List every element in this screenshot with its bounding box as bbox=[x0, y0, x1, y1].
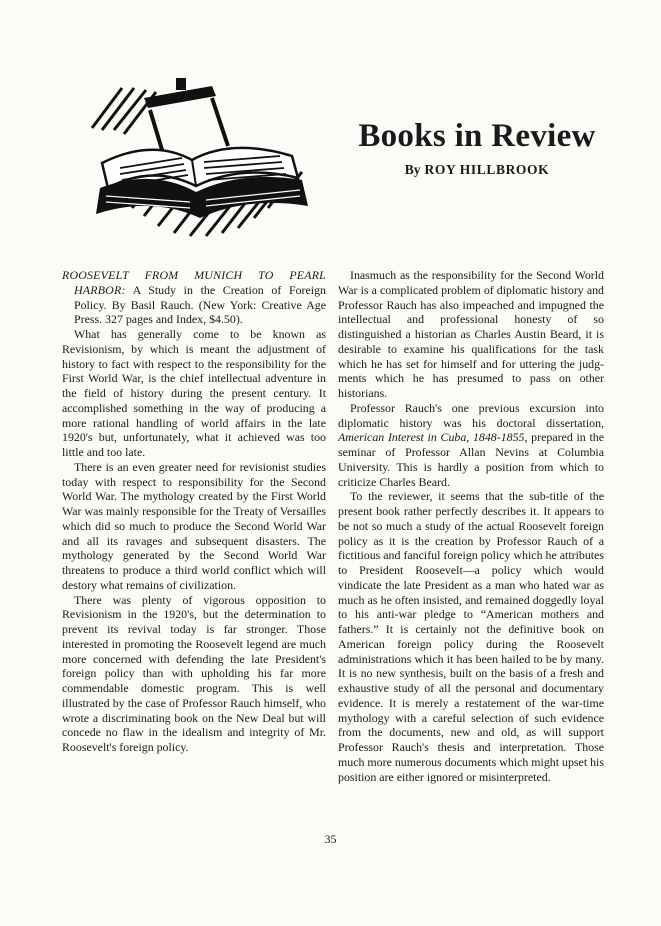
paragraph-text: Professor Rauch's one previous excursion into diplomatic history was his doctoral dissertation, bbox=[338, 400, 604, 430]
book-title: ROOSEVELT FROM MUNICH TO PEARL HARBOR: bbox=[62, 268, 326, 297]
book-details: A Study in the Creation of Foreign Policy. By Basil Rauch. (New York: Creative Age Press. 327 pages and Index, $4.50). bbox=[74, 282, 326, 327]
left-column bbox=[62, 268, 326, 755]
paragraph bbox=[338, 401, 604, 490]
paragraph: Inasmuch as the responsibility for the Second World War is a complicated problem of diplomatic history and Professor Rauch has also impeached and impugned the intellectual and professional honesty of so distinguished a historian as Charles Austin Beard, it is desirable to examine his qualifications for the task which he has set for himself and for uttering the judgments which he has presumed to pass on other historians. bbox=[338, 268, 604, 400]
page-title: Books in Review bbox=[358, 118, 596, 154]
paragraph-text: prepared in the seminar of Professor Allan Nevins at Columbia University. This is hardly a position from which to criticize Charles Beard. bbox=[338, 430, 604, 489]
author-name: ROY HILLBROOK bbox=[424, 162, 550, 177]
cited-work-title: American Interest in Cuba, 1848-1855, bbox=[338, 430, 528, 445]
open-book-with-reading-lamp-icon bbox=[62, 68, 324, 240]
paragraph: What has generally come to be known as Revisionism, by which is meant the adjustment of history to fact with respect to the responsibility for the First World War, is the chief intellectual adventure in the field of history during the present century. It accomplished something in the way of producing a more rational handling of world affairs in the late 1920's but, unfortunately, what it achieved was too little and too late. bbox=[62, 327, 326, 459]
paragraph: There was plenty of vigorous opposition to Revisionism in the 1920's, but the determination to prevent its revival today is far stronger. Those interested in promoting the Roosevelt legend are much more concerned with defending the late President's foreign policy than with upholding his far more commendable domestic program. This is well illustrated by the case of Professor Rauch himself, who wrote a discriminating book on the New Deal but will concede no flaw in the idealism and integrity of Mr. Roosevelt's foreign policy. bbox=[62, 592, 326, 754]
byline-prefix: By bbox=[404, 162, 421, 177]
page-number: 35 bbox=[324, 832, 337, 846]
paragraph: There is an even greater need for revisionist studies today with respect to responsibility for the Second World War. The mythology created by the First World War was mainly responsible for the Treaty of Versailles which did so much to produce the Second World War and all its ravages and subsequent disasters. The mythology generated by the Second World War threatens to produce a third world conflict which will destory what remains of civilization. bbox=[62, 459, 326, 592]
byline bbox=[332, 162, 622, 178]
book-reference bbox=[62, 268, 326, 327]
paragraph: To the reviewer, it seems that the sub-title of the present book rather perfectly describes it. It appears to be not so much a study of the actual Roosevelt foreign policy as it is the creation by Professor Rauch of a fictitious and fanciful foreign policy which he attributes to President Roosevelt—a policy which would vindicate the late President as a man who hated war as much as he often insisted, and remained doggedly loyal to his anti-war pledge to “American mothers and fathers.” It is certainly not the definitive book on American foreign policy during the Roosevelt administrations which it has been hailed to be by many. It is no new synthesis, built on the basis of a fresh and exhaustive study of all the personal and documentary evidence. It is merely a restatement of the war-time mythology with a careful selection of such evidence from the documents, new and old, as will support Professor Rauch's thesis and interpretation. Those much more numerous documents which might upset his position are either ignored or misinterpreted. bbox=[338, 489, 604, 784]
right-column bbox=[338, 268, 604, 784]
